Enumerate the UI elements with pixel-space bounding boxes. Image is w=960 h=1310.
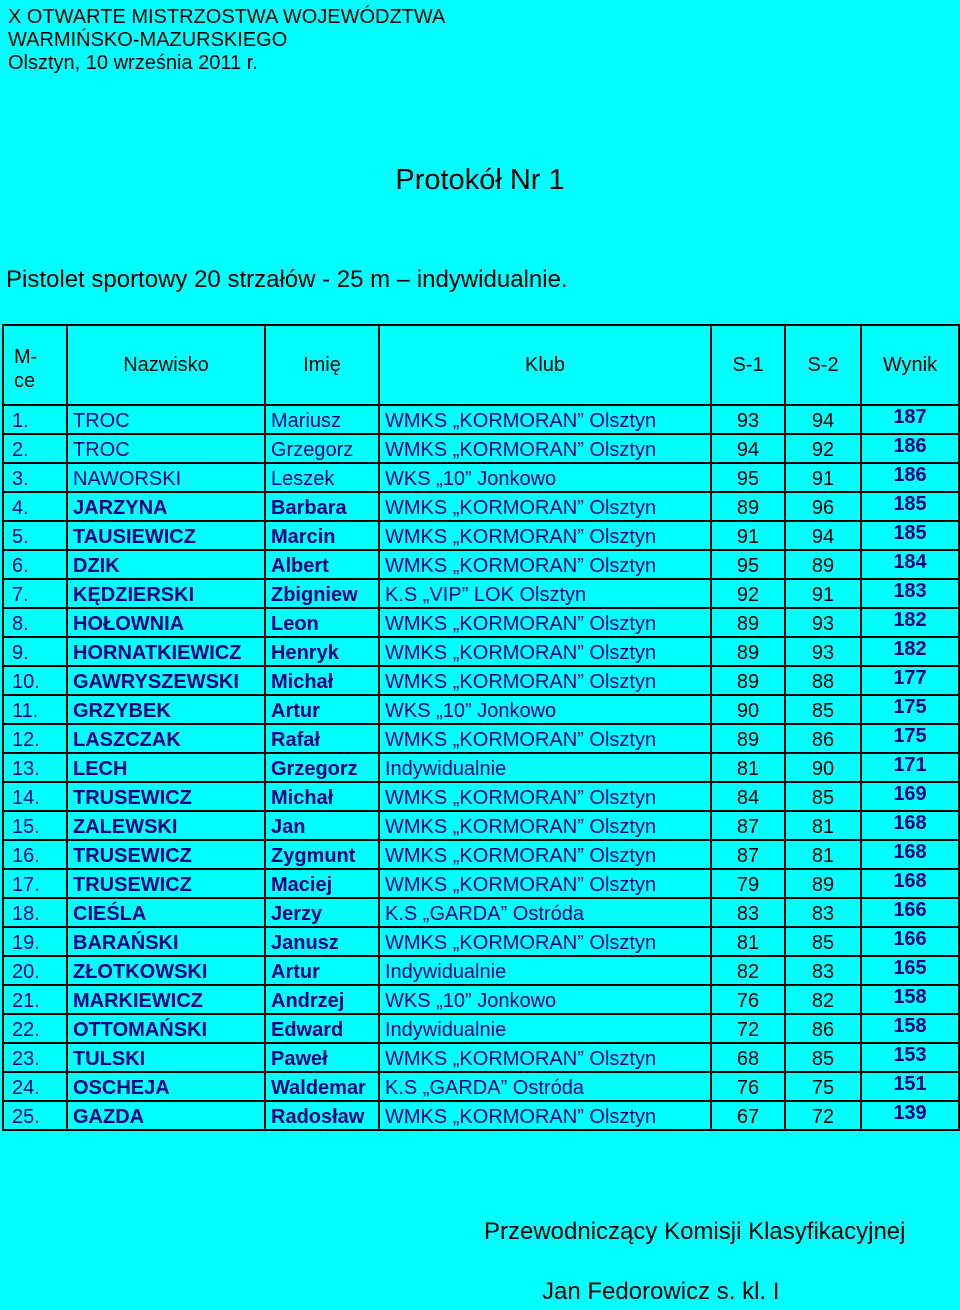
row-surname: BARAŃSKI <box>67 927 265 956</box>
row-first-name: Radosław <box>265 1101 379 1130</box>
row-first-name: Maciej <box>265 869 379 898</box>
row-surname: TROC <box>67 434 265 463</box>
row-first-name: Andrzej <box>265 985 379 1014</box>
row-surname: KĘDZIERSKI <box>67 579 265 608</box>
row-s1: 87 <box>711 811 785 840</box>
row-club: K.S „GARDA” Ostróda <box>379 1072 711 1101</box>
row-s2: 94 <box>785 521 861 550</box>
row-surname: HOŁOWNIA <box>67 608 265 637</box>
row-s1: 79 <box>711 869 785 898</box>
row-place: 4. <box>3 492 67 521</box>
row-club: WMKS „KORMORAN” Olsztyn <box>379 666 711 695</box>
row-s1: 89 <box>711 666 785 695</box>
row-first-name: Leon <box>265 608 379 637</box>
row-club: WMKS „KORMORAN” Olsztyn <box>379 869 711 898</box>
row-result: 168 <box>861 811 959 840</box>
column-header-s2: S-2 <box>785 325 861 405</box>
table-row <box>3 782 959 811</box>
row-result: 151 <box>861 1072 959 1101</box>
row-place: 6. <box>3 550 67 579</box>
row-s1: 89 <box>711 492 785 521</box>
table-row <box>3 521 959 550</box>
table-row <box>3 956 959 985</box>
row-s2: 94 <box>785 405 861 434</box>
column-header-result: Wynik <box>861 325 959 405</box>
row-place: 7. <box>3 579 67 608</box>
row-club: WKS „10” Jonkowo <box>379 695 711 724</box>
row-place: 16. <box>3 840 67 869</box>
row-s2: 93 <box>785 637 861 666</box>
row-first-name: Waldemar <box>265 1072 379 1101</box>
table-row <box>3 811 959 840</box>
row-s1: 82 <box>711 956 785 985</box>
row-club: WMKS „KORMORAN” Olsztyn <box>379 608 711 637</box>
row-first-name: Grzegorz <box>265 753 379 782</box>
row-place: 14. <box>3 782 67 811</box>
row-s2: 75 <box>785 1072 861 1101</box>
row-result: 175 <box>861 724 959 753</box>
row-result: 166 <box>861 898 959 927</box>
row-surname: OSCHEJA <box>67 1072 265 1101</box>
row-result: 165 <box>861 956 959 985</box>
row-surname: TULSKI <box>67 1043 265 1072</box>
row-surname: TRUSEWICZ <box>67 840 265 869</box>
commission-chair-name: Jan Fedorowicz s. kl. I <box>542 1278 780 1305</box>
row-surname: TRUSEWICZ <box>67 869 265 898</box>
row-club: WMKS „KORMORAN” Olsztyn <box>379 840 711 869</box>
row-s1: 91 <box>711 521 785 550</box>
row-s2: 81 <box>785 811 861 840</box>
row-result: 158 <box>861 985 959 1014</box>
row-surname: LECH <box>67 753 265 782</box>
row-result: 177 <box>861 666 959 695</box>
row-result: 166 <box>861 927 959 956</box>
row-surname: MARKIEWICZ <box>67 985 265 1014</box>
row-result: 175 <box>861 695 959 724</box>
row-first-name: Grzegorz <box>265 434 379 463</box>
row-s1: 76 <box>711 1072 785 1101</box>
row-s2: 89 <box>785 550 861 579</box>
row-surname: LASZCZAK <box>67 724 265 753</box>
row-club: WMKS „KORMORAN” Olsztyn <box>379 1043 711 1072</box>
table-row <box>3 550 959 579</box>
row-s2: 83 <box>785 898 861 927</box>
row-club: WMKS „KORMORAN” Olsztyn <box>379 405 711 434</box>
table-row <box>3 927 959 956</box>
table-row <box>3 985 959 1014</box>
row-place: 22. <box>3 1014 67 1043</box>
results-body <box>3 405 959 1130</box>
header-line-1: X OTWARTE MISTRZOSTWA WOJEWÓDZTWA <box>8 6 446 28</box>
header-line-2: WARMIŃSKO-MAZURSKIEGO <box>8 29 288 51</box>
row-place: 21. <box>3 985 67 1014</box>
row-s2: 86 <box>785 1014 861 1043</box>
row-result: 158 <box>861 1014 959 1043</box>
row-result: 187 <box>861 405 959 434</box>
row-first-name: Rafał <box>265 724 379 753</box>
table-row <box>3 753 959 782</box>
row-club: WKS „10” Jonkowo <box>379 985 711 1014</box>
row-place: 15. <box>3 811 67 840</box>
table-row <box>3 463 959 492</box>
row-s1: 72 <box>711 1014 785 1043</box>
row-club: Indywidualnie <box>379 753 711 782</box>
row-surname: NAWORSKI <box>67 463 265 492</box>
row-place: 10. <box>3 666 67 695</box>
row-club: K.S „GARDA” Ostróda <box>379 898 711 927</box>
table-row <box>3 898 959 927</box>
row-first-name: Barbara <box>265 492 379 521</box>
row-first-name: Jan <box>265 811 379 840</box>
row-s2: 82 <box>785 985 861 1014</box>
row-surname: CIEŚLA <box>67 898 265 927</box>
row-s1: 94 <box>711 434 785 463</box>
row-s2: 72 <box>785 1101 861 1130</box>
header-line-3: Olsztyn, 10 września 2011 r. <box>8 52 258 74</box>
row-first-name: Mariusz <box>265 405 379 434</box>
row-s2: 92 <box>785 434 861 463</box>
table-row <box>3 840 959 869</box>
row-surname: ZŁOTKOWSKI <box>67 956 265 985</box>
row-result: 168 <box>861 869 959 898</box>
row-surname: GAWRYSZEWSKI <box>67 666 265 695</box>
row-first-name: Janusz <box>265 927 379 956</box>
row-place: 8. <box>3 608 67 637</box>
row-s2: 88 <box>785 666 861 695</box>
row-first-name: Albert <box>265 550 379 579</box>
row-place: 3. <box>3 463 67 492</box>
row-first-name: Marcin <box>265 521 379 550</box>
row-first-name: Michał <box>265 782 379 811</box>
row-s2: 81 <box>785 840 861 869</box>
row-club: WMKS „KORMORAN” Olsztyn <box>379 521 711 550</box>
row-s2: 85 <box>785 927 861 956</box>
row-club: WMKS „KORMORAN” Olsztyn <box>379 1101 711 1130</box>
table-row <box>3 434 959 463</box>
row-surname: JARZYNA <box>67 492 265 521</box>
row-surname: TRUSEWICZ <box>67 782 265 811</box>
row-s1: 68 <box>711 1043 785 1072</box>
row-surname: TAUSIEWICZ <box>67 521 265 550</box>
row-s1: 83 <box>711 898 785 927</box>
table-row <box>3 695 959 724</box>
row-club: WMKS „KORMORAN” Olsztyn <box>379 724 711 753</box>
row-s1: 81 <box>711 927 785 956</box>
row-club: WMKS „KORMORAN” Olsztyn <box>379 782 711 811</box>
table-row <box>3 1043 959 1072</box>
row-result: 184 <box>861 550 959 579</box>
row-s1: 93 <box>711 405 785 434</box>
row-s2: 91 <box>785 579 861 608</box>
row-surname: GAZDA <box>67 1101 265 1130</box>
row-club: Indywidualnie <box>379 956 711 985</box>
table-row <box>3 405 959 434</box>
table-row <box>3 579 959 608</box>
table-row <box>3 1014 959 1043</box>
row-surname: TROC <box>67 405 265 434</box>
row-club: WMKS „KORMORAN” Olsztyn <box>379 637 711 666</box>
row-first-name: Jerzy <box>265 898 379 927</box>
row-result: 168 <box>861 840 959 869</box>
table-row <box>3 1101 959 1130</box>
row-first-name: Edward <box>265 1014 379 1043</box>
table-row <box>3 666 959 695</box>
row-club: WMKS „KORMORAN” Olsztyn <box>379 927 711 956</box>
table-row <box>3 492 959 521</box>
protocol-title: Protokół Nr 1 <box>395 164 565 196</box>
row-s1: 90 <box>711 695 785 724</box>
row-result: 171 <box>861 753 959 782</box>
row-s2: 85 <box>785 695 861 724</box>
column-header-club: Klub <box>379 325 711 405</box>
row-club: Indywidualnie <box>379 1014 711 1043</box>
row-surname: GRZYBEK <box>67 695 265 724</box>
row-first-name: Zbigniew <box>265 579 379 608</box>
row-result: 185 <box>861 492 959 521</box>
row-place: 25. <box>3 1101 67 1130</box>
row-place: 24. <box>3 1072 67 1101</box>
table-row <box>3 724 959 753</box>
row-place: 5. <box>3 521 67 550</box>
row-s2: 91 <box>785 463 861 492</box>
row-result: 182 <box>861 608 959 637</box>
results-table <box>2 324 960 1131</box>
document-header <box>8 6 445 75</box>
row-result: 186 <box>861 434 959 463</box>
row-place: 2. <box>3 434 67 463</box>
table-row <box>3 869 959 898</box>
row-result: 153 <box>861 1043 959 1072</box>
row-club: WMKS „KORMORAN” Olsztyn <box>379 550 711 579</box>
row-s1: 84 <box>711 782 785 811</box>
row-place: 18. <box>3 898 67 927</box>
table-row <box>3 608 959 637</box>
row-first-name: Artur <box>265 956 379 985</box>
row-s1: 81 <box>711 753 785 782</box>
row-s1: 89 <box>711 637 785 666</box>
row-result: 169 <box>861 782 959 811</box>
column-header-first-name: Imię <box>265 325 379 405</box>
row-s1: 67 <box>711 1101 785 1130</box>
commission-chair-role: Przewodniczący Komisji Klasyfikacyjnej <box>484 1218 906 1245</box>
row-s1: 89 <box>711 724 785 753</box>
row-club: WMKS „KORMORAN” Olsztyn <box>379 434 711 463</box>
row-club: WMKS „KORMORAN” Olsztyn <box>379 811 711 840</box>
row-s2: 89 <box>785 869 861 898</box>
row-result: 182 <box>861 637 959 666</box>
row-place: 11. <box>3 695 67 724</box>
row-club: WMKS „KORMORAN” Olsztyn <box>379 492 711 521</box>
table-header-row <box>3 325 959 405</box>
row-s1: 95 <box>711 463 785 492</box>
row-s2: 90 <box>785 753 861 782</box>
row-s2: 85 <box>785 1043 861 1072</box>
row-first-name: Leszek <box>265 463 379 492</box>
row-place: 19. <box>3 927 67 956</box>
row-s1: 89 <box>711 608 785 637</box>
table-row <box>3 637 959 666</box>
row-first-name: Henryk <box>265 637 379 666</box>
row-s1: 95 <box>711 550 785 579</box>
row-s1: 87 <box>711 840 785 869</box>
row-result: 183 <box>861 579 959 608</box>
row-surname: ZALEWSKI <box>67 811 265 840</box>
row-surname: HORNATKIEWICZ <box>67 637 265 666</box>
row-result: 186 <box>861 463 959 492</box>
row-s2: 85 <box>785 782 861 811</box>
row-result: 185 <box>861 521 959 550</box>
row-place: 17. <box>3 869 67 898</box>
row-result: 139 <box>861 1101 959 1130</box>
row-club: K.S „VIP” LOK Olsztyn <box>379 579 711 608</box>
row-first-name: Zygmunt <box>265 840 379 869</box>
row-first-name: Paweł <box>265 1043 379 1072</box>
row-club: WKS „10” Jonkowo <box>379 463 711 492</box>
row-place: 23. <box>3 1043 67 1072</box>
row-first-name: Artur <box>265 695 379 724</box>
row-place: 9. <box>3 637 67 666</box>
row-surname: OTTOMAŃSKI <box>67 1014 265 1043</box>
row-surname: DZIK <box>67 550 265 579</box>
column-header-s1: S-1 <box>711 325 785 405</box>
row-s2: 83 <box>785 956 861 985</box>
row-s2: 93 <box>785 608 861 637</box>
row-first-name: Michał <box>265 666 379 695</box>
row-place: 13. <box>3 753 67 782</box>
row-place: 1. <box>3 405 67 434</box>
row-place: 20. <box>3 956 67 985</box>
row-s1: 76 <box>711 985 785 1014</box>
table-row <box>3 1072 959 1101</box>
column-header-surname: Nazwisko <box>67 325 265 405</box>
row-s2: 96 <box>785 492 861 521</box>
row-place: 12. <box>3 724 67 753</box>
row-s2: 86 <box>785 724 861 753</box>
column-header-place: M-ce <box>3 325 67 405</box>
competition-subtitle: Pistolet sportowy 20 strzałów - 25 m – indywidualnie. <box>6 266 568 293</box>
row-s1: 92 <box>711 579 785 608</box>
